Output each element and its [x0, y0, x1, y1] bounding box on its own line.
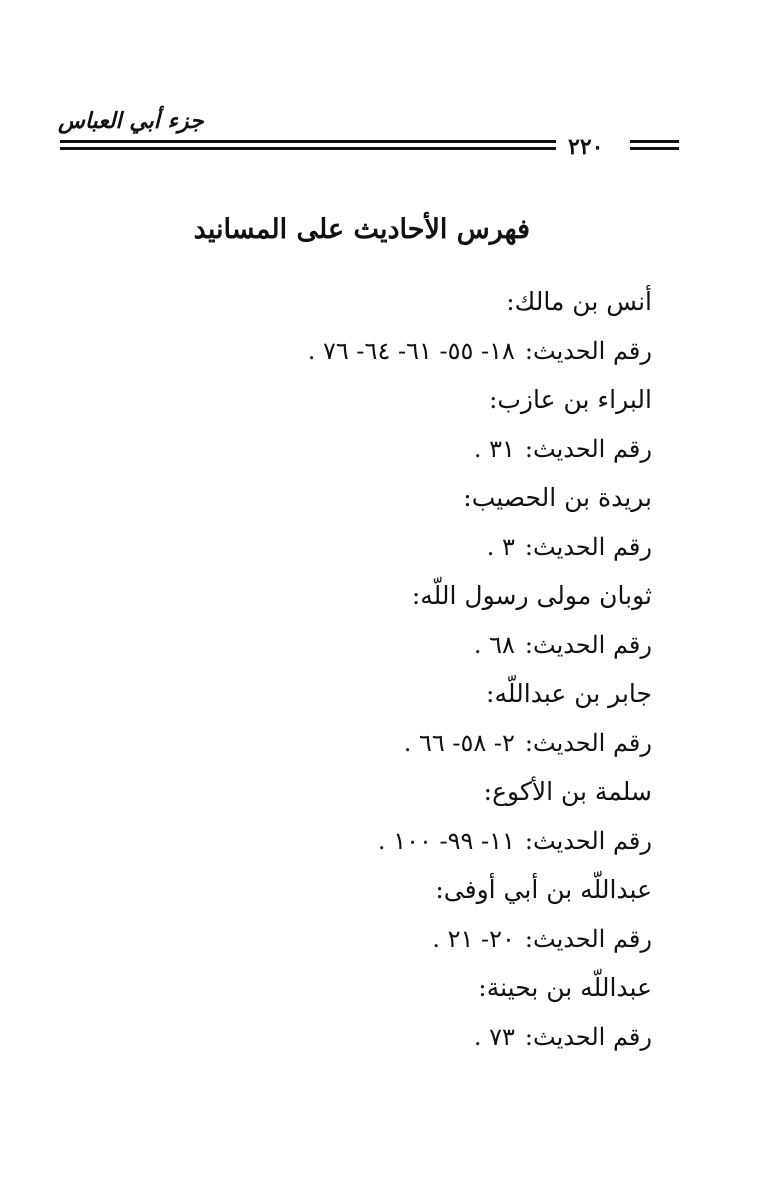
header-rule-long: [60, 140, 556, 150]
narrator-name: بريدة بن الحصيب:: [463, 483, 652, 512]
hadith-number-label: رقم الحديث:: [524, 1023, 652, 1051]
narrator-name: جابر بن عبداللّه:: [486, 679, 652, 708]
hadith-numbers: ٦٨ .: [473, 631, 515, 659]
hadith-number-label: رقم الحديث:: [524, 435, 652, 463]
book-title: جزء أبي العباس: [58, 108, 204, 134]
hadith-numbers-line: [232, 429, 652, 478]
hadith-number-label: رقم الحديث:: [524, 925, 652, 953]
hadith-numbers: ١١- ٩٩- ١٠٠ .: [377, 827, 515, 855]
index-title: فهرس الأحاديث على المسانيد: [193, 214, 530, 245]
hadith-numbers: ٧٣ .: [473, 1023, 515, 1051]
hadith-numbers-line: [232, 1017, 652, 1066]
hadith-numbers: ٣ .: [486, 533, 515, 561]
hadith-numbers-line: [232, 527, 652, 576]
page-number: ٢٢٠: [568, 134, 604, 160]
hadith-number-label: رقم الحديث:: [524, 729, 652, 757]
narrator-name: أنس بن مالك:: [506, 287, 652, 316]
narrator-name: عبداللّه بن بحينة:: [478, 973, 652, 1002]
narrator-name: سلمة بن الأكوع:: [483, 777, 652, 806]
hadith-numbers: ١٨- ٥٥- ٦١- ٦٤- ٧٦ .: [307, 337, 515, 365]
narrator-name: عبداللّه بن أبي أوفى:: [435, 875, 652, 904]
narrator-name: البراء بن عازب:: [488, 385, 652, 414]
hadith-numbers-line: [232, 723, 652, 772]
header-rule-short: [630, 140, 679, 150]
hadith-numbers-line: [232, 919, 652, 968]
hadith-numbers: ٢- ٥٨- ٦٦ .: [403, 729, 515, 757]
hadith-number-label: رقم الحديث:: [524, 631, 652, 659]
hadith-number-label: رقم الحديث:: [524, 337, 652, 365]
hadith-numbers: ٣١ .: [473, 435, 515, 463]
narrator-index: [232, 282, 652, 1066]
hadith-number-label: رقم الحديث:: [524, 533, 652, 561]
hadith-numbers-line: [232, 331, 652, 380]
hadith-numbers: ٢٠- ٢١ .: [432, 925, 515, 953]
hadith-number-label: رقم الحديث:: [524, 827, 652, 855]
narrator-name: ثوبان مولى رسول اللّه:: [411, 581, 652, 610]
hadith-numbers-line: [232, 821, 652, 870]
hadith-numbers-line: [232, 625, 652, 674]
